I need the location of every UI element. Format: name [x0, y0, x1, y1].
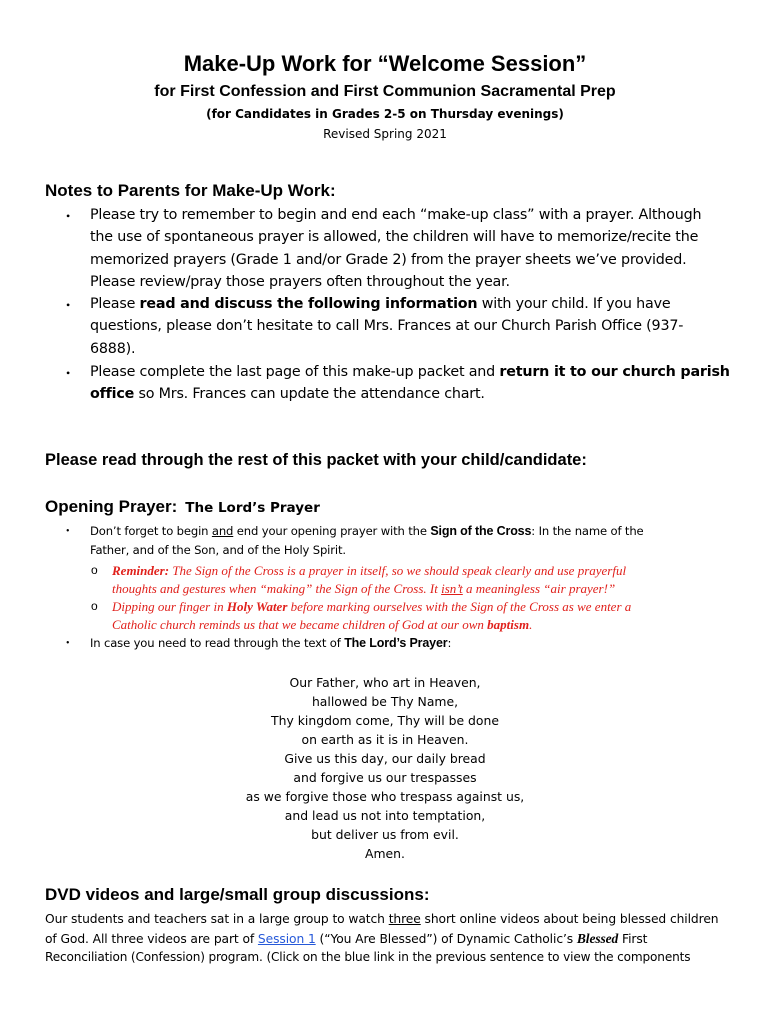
circle-bullet-icon: o [91, 563, 98, 577]
prayer-line: hallowed be Thy Name, [311, 694, 459, 709]
text-run: The Sign of the Cross is a prayer in itself, so we should speak clearly and use prayerful [169, 563, 627, 578]
holy-water-line1 [112, 599, 631, 615]
document-title: Make-Up Work for “Welcome Session” [183, 51, 587, 76]
text-run: (“You Are Blessed”) of Dynamic Catholic’s [315, 932, 577, 946]
notes-heading: Notes to Parents for Make-Up Work: [45, 181, 336, 200]
text-run: with your child. If you have [477, 296, 671, 312]
text-run: Catholic church reminds us that we became children of God at our own [112, 617, 488, 632]
opening-prayer-label: Opening Prayer: [45, 497, 178, 516]
session-1-link[interactable]: Session 1 [257, 932, 316, 946]
text-run: short online videos about being blessed children [420, 912, 719, 926]
dvd-line1 [45, 912, 718, 926]
text-run-bold: Reminder: [112, 563, 170, 578]
text-run: of God. All three videos are part of [45, 932, 258, 946]
text-run: Our students and teachers sat in a large group to watch [45, 912, 389, 926]
text-run: : [447, 636, 452, 650]
text-run: end your opening prayer with the [233, 524, 431, 538]
notes-b1-line2: the use of spontaneous prayer is allowed, the children will have to memorize/recite the [90, 229, 699, 245]
prayer-line: and lead us not into temptation, [284, 808, 486, 823]
text-run-bold: Sign of the Cross [430, 524, 532, 538]
opening-b1-line2: Father, and of the Son, and of the Holy Spirit. [90, 543, 346, 557]
prayer-line: Thy kingdom come, Thy will be done [271, 713, 499, 728]
opening-b2-line1 [90, 636, 451, 650]
holy-water-line2 [112, 617, 532, 633]
text-run-bold: office [90, 386, 135, 402]
dvd-line2 [45, 931, 647, 947]
grades-note: (for Candidates in Grades 2-5 on Thursday evenings) [206, 107, 564, 121]
text-run-bold: Holy Water [226, 599, 288, 614]
text-run: thoughts and gestures when “making” the Sign of the Cross. It [112, 581, 442, 596]
text-run-bold: baptism [487, 617, 530, 632]
text-run: so Mrs. Frances can update the attendance chart. [134, 386, 485, 402]
bullet-icon: • [66, 638, 70, 649]
notes-b2-line2: questions, please don’t hesitate to call Mrs. Frances at our Church Parish Office (937- [90, 318, 684, 334]
prayer-line: and forgive us our trespasses [293, 770, 477, 785]
opening-prayer-heading [45, 497, 320, 517]
text-run-bold-italic: Blessed [576, 931, 619, 946]
bullet-icon: • [66, 209, 71, 223]
document-subtitle: for First Confession and First Communion Sacramental Prep [154, 83, 616, 100]
notes-b2-line1 [90, 296, 670, 312]
text-run: : In the name of the [531, 524, 644, 538]
text-run-bold: return it to our church parish [499, 364, 730, 380]
bullet-icon: • [66, 366, 71, 380]
text-run-bold: The Lord’s Prayer [344, 636, 448, 650]
text-run: before marking ourselves with the Sign of the Cross as we enter a [287, 599, 632, 614]
prayer-line: as we forgive those who trespass against us, [245, 789, 525, 804]
text-run: . [529, 617, 533, 632]
text-run-underline: isn’t [441, 581, 463, 596]
opening-prayer-name: The Lord’s Prayer [185, 500, 320, 516]
text-run: First [618, 932, 648, 946]
dvd-line3: Reconciliation (Confession) program. (Click on the blue link in the previous sentence to view the components [45, 950, 691, 964]
read-through-heading: Please read through the rest of this packet with your child/candidate: [45, 451, 587, 469]
notes-b3-line2 [90, 386, 485, 402]
notes-b1-line3: memorized prayers (Grade 1 and/or Grade 2) from the prayer sheets we’ve provided. [90, 252, 687, 268]
notes-b3-line1 [90, 364, 730, 380]
text-run-underline: and [211, 524, 234, 538]
text-run: Please [90, 296, 140, 312]
text-run: Dipping our finger in [112, 599, 227, 614]
text-run: Please complete the last page of this make-up packet and [90, 364, 500, 380]
prayer-line: but deliver us from evil. [311, 827, 459, 842]
bullet-icon: • [66, 526, 70, 537]
reminder-line2 [112, 581, 615, 597]
text-run-bold: read and discuss the following information [139, 296, 478, 312]
dvd-heading: DVD videos and large/small group discussions: [45, 885, 430, 904]
text-run: a meaningless “air prayer!” [462, 581, 616, 596]
text-run-underline: three [388, 912, 421, 926]
prayer-line: Amen. [365, 846, 405, 861]
circle-bullet-icon: o [91, 599, 98, 613]
text-run: Don’t forget to begin [90, 524, 212, 538]
reminder-line1 [112, 563, 626, 579]
notes-b2-line3: 6888). [90, 341, 136, 357]
prayer-line: Give us this day, our daily bread [284, 751, 486, 766]
notes-b1-line1: Please try to remember to begin and end each “make-up class” with a prayer. Although [90, 207, 702, 223]
prayer-line: Our Father, who art in Heaven, [289, 675, 481, 690]
notes-b1-line4: Please review/pray those prayers often throughout the year. [90, 274, 510, 290]
opening-b1-line1 [90, 524, 644, 538]
text-run: In case you need to read through the text of [90, 636, 345, 650]
bullet-icon: • [66, 298, 71, 312]
prayer-line: on earth as it is in Heaven. [301, 732, 469, 747]
revised-date: Revised Spring 2021 [323, 127, 447, 141]
